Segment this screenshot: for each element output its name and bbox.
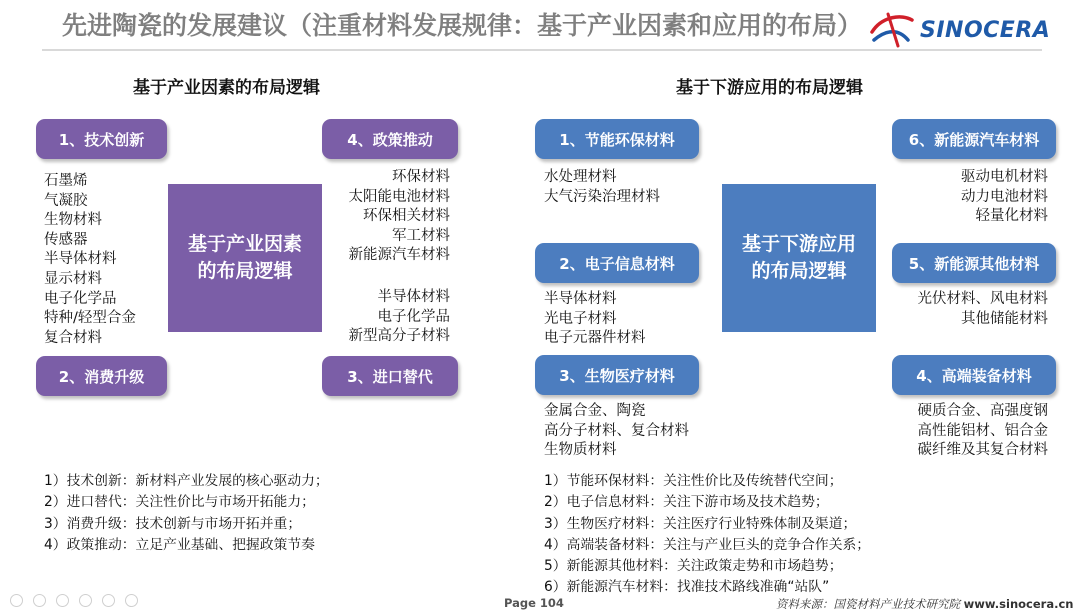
list-item: 军工材料 — [392, 227, 450, 244]
list-item: 光伏材料、风电材料 — [917, 291, 1048, 307]
right-center-line1: 基于下游应用 — [741, 233, 856, 255]
right-list-high-end-equipment — [880, 402, 1048, 461]
note-item: 3）消费升级：技术创新与市场开拓并重； — [44, 515, 302, 532]
list-item: 气凝胶 — [44, 192, 88, 209]
left-center-line1: 基于产业因素 — [187, 233, 302, 255]
control-prev-icon[interactable] — [10, 594, 23, 607]
list-item: 轻量化材料 — [975, 208, 1048, 225]
list-item: 复合材料 — [44, 329, 102, 346]
note-item: 3）生物医疗材料：关注医疗行业特殊体制及渠道； — [544, 515, 857, 532]
list-item: 电子化学品 — [377, 308, 450, 325]
list-item: 环保材料 — [392, 169, 450, 185]
list-item: 碳纤维及其复合材料 — [917, 442, 1048, 459]
note-item: 1）节能环保材料：关注性价比及传统替代空间； — [544, 473, 843, 489]
list-item: 光电子材料 — [544, 310, 617, 327]
list-item: 新型高分子材料 — [348, 328, 450, 345]
left-list-import — [318, 288, 450, 347]
list-item: 新能源汽车材料 — [348, 247, 450, 264]
source-label: 资料来源：国瓷材料产业技术研究院 — [776, 597, 960, 611]
list-item: 传感器 — [44, 231, 88, 248]
left-center-box — [168, 184, 322, 332]
list-item: 半导体材料 — [44, 251, 117, 268]
pill-new-energy-vehicle: 6、新能源汽车材料 — [892, 119, 1056, 159]
pill-technology-innovation: 1、技术创新 — [36, 119, 167, 159]
right-list-electronic — [544, 290, 646, 349]
note-item: 5）新能源其他材料：关注政策走势和市场趋势； — [544, 558, 843, 575]
pill-policy-drive: 4、政策推动 — [322, 119, 458, 159]
list-item: 驱动电机材料 — [961, 169, 1048, 185]
right-notes — [544, 471, 870, 599]
left-list-innovation — [44, 172, 136, 348]
pill-import-substitution: 3、进口替代 — [322, 356, 458, 396]
pill-consumption-upgrade: 2、消费升级 — [36, 356, 167, 396]
list-item: 半导体材料 — [377, 289, 450, 305]
right-section-heading: 基于下游应用的布局逻辑 — [676, 78, 863, 98]
left-list-policy — [318, 168, 450, 266]
note-item: 4）政策推动：立足产业基础、把握政策节奏 — [44, 536, 315, 553]
list-item: 石墨烯 — [44, 173, 88, 189]
logo-text: SINOCERA — [920, 18, 1051, 43]
list-item: 半导体材料 — [544, 291, 617, 307]
source-url: www.sinocera.cn — [963, 597, 1074, 611]
pill-high-end-equipment: 4、高端装备材料 — [892, 355, 1056, 395]
note-item: 2）电子信息材料：关注下游市场及技术趋势； — [544, 494, 829, 511]
list-item: 太阳能电池材料 — [348, 188, 450, 205]
right-center-box — [722, 184, 876, 332]
right-list-new-energy-vehicle — [880, 168, 1048, 227]
pill-electronic-info: 2、电子信息材料 — [535, 243, 699, 283]
list-item: 高分子材料、复合材料 — [544, 422, 689, 439]
slide-controls — [10, 594, 138, 607]
list-item: 大气污染治理材料 — [544, 188, 660, 205]
left-notes — [44, 471, 329, 556]
list-item: 电子化学品 — [44, 290, 117, 307]
control-next-icon[interactable] — [33, 594, 46, 607]
list-item: 其他储能材料 — [961, 310, 1048, 327]
list-item: 金属合金、陶瓷 — [544, 403, 646, 419]
pill-biomedical: 3、生物医疗材料 — [535, 355, 699, 395]
list-item: 特种/轻型合金 — [44, 310, 136, 327]
right-list-new-energy-other — [880, 290, 1048, 329]
right-center-line2: 的布局逻辑 — [751, 260, 847, 282]
left-section-heading: 基于产业因素的布局逻辑 — [133, 78, 320, 98]
note-item: 1）技术创新：新材料产业发展的核心驱动力； — [44, 473, 329, 489]
page-title: 先进陶瓷的发展建议（注重材料发展规律：基于产业因素和应用的布局） — [62, 11, 863, 40]
list-item: 动力电池材料 — [961, 188, 1048, 205]
note-item: 2）进口替代：关注性价比与市场开拓能力； — [44, 494, 315, 511]
control-zoom-icon[interactable] — [102, 594, 115, 607]
list-item: 水处理材料 — [544, 169, 617, 185]
list-item: 高性能铝材、铝合金 — [917, 422, 1048, 439]
note-item: 4）高端装备材料：关注与产业巨头的竞争合作关系； — [544, 536, 871, 553]
right-list-energy-saving — [544, 168, 660, 207]
list-item: 环保相关材料 — [363, 208, 450, 225]
source-note — [776, 596, 1073, 612]
list-item: 显示材料 — [44, 270, 102, 287]
list-item: 硬质合金、高强度钢 — [917, 403, 1048, 419]
right-list-biomedical — [544, 402, 689, 461]
list-item: 生物材料 — [44, 212, 102, 229]
control-pen-icon[interactable] — [56, 594, 69, 607]
control-slides-icon[interactable] — [79, 594, 92, 607]
sinocera-logo-icon — [868, 10, 916, 50]
control-more-icon[interactable] — [125, 594, 138, 607]
list-item: 电子元器件材料 — [544, 330, 646, 347]
pill-energy-saving: 1、节能环保材料 — [535, 119, 699, 159]
list-item: 生物质材料 — [544, 442, 617, 459]
left-center-line2: 的布局逻辑 — [197, 260, 293, 282]
pill-new-energy-other: 5、新能源其他材料 — [892, 243, 1056, 283]
note-item: 6）新能源汽车材料：找准技术路线准确“站队” — [544, 579, 830, 596]
page-number: Page 104 — [504, 596, 564, 610]
